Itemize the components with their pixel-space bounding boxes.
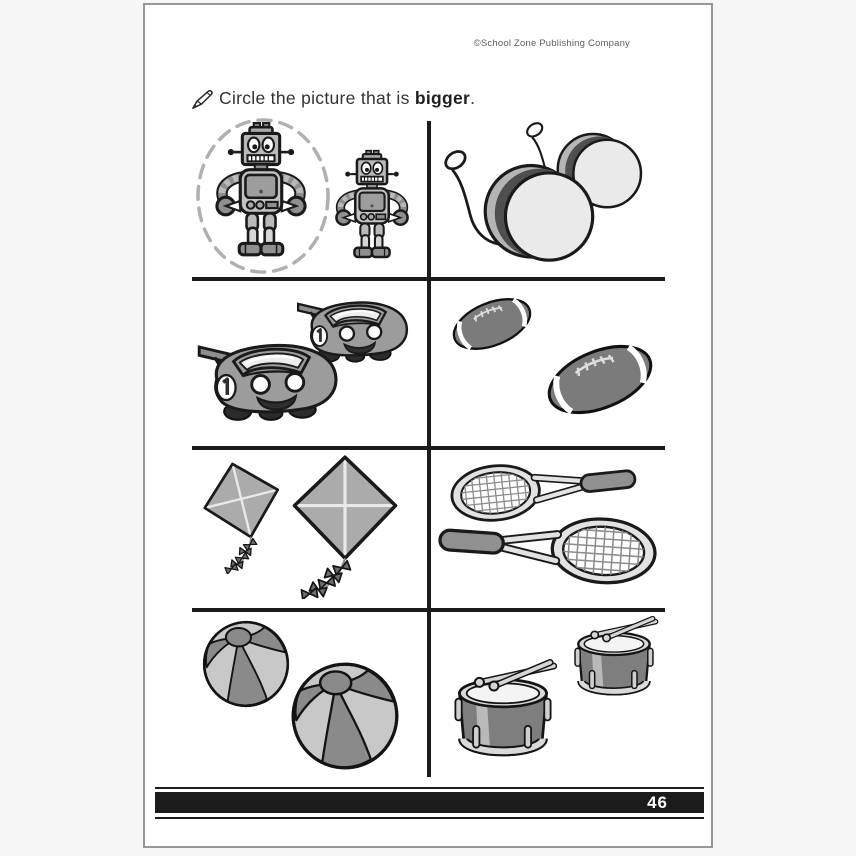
race-car-large-image[interactable] bbox=[194, 321, 350, 425]
football-small-image[interactable] bbox=[445, 289, 539, 359]
instruction-row bbox=[189, 85, 475, 112]
instruction-prefix: Circle the picture that is bbox=[219, 88, 415, 108]
football-large-image[interactable] bbox=[537, 333, 663, 426]
cell-yo-yo bbox=[431, 115, 665, 277]
footer-bar bbox=[155, 792, 704, 813]
kite-large-image[interactable] bbox=[290, 454, 400, 599]
pencil-icon bbox=[189, 87, 216, 112]
cell-football bbox=[431, 281, 665, 446]
cell-kite bbox=[192, 450, 424, 608]
robot-large-image[interactable] bbox=[209, 121, 313, 261]
cell-robot bbox=[192, 115, 424, 277]
robot-small-image[interactable] bbox=[330, 149, 414, 262]
drum-small-image[interactable] bbox=[565, 614, 663, 702]
copyright-text: ©School Zone Publishing Company bbox=[473, 38, 630, 49]
cell-beach-ball bbox=[192, 612, 424, 774]
cell-race-car bbox=[192, 281, 424, 446]
cell-tennis-racket bbox=[431, 450, 665, 608]
drum-large-image[interactable] bbox=[443, 657, 563, 764]
worksheet-page bbox=[143, 3, 713, 848]
worksheet-grid bbox=[192, 115, 665, 776]
yo-yo-large-image[interactable] bbox=[435, 141, 611, 274]
cell-drum bbox=[431, 612, 665, 774]
kite-small-image[interactable] bbox=[192, 452, 298, 577]
beach-ball-small-image[interactable] bbox=[200, 618, 292, 710]
instruction-emphasis: bigger bbox=[414, 88, 471, 108]
instruction-text bbox=[219, 88, 475, 109]
page-number: 46 bbox=[647, 793, 668, 812]
tennis-racket-large-image[interactable] bbox=[431, 504, 665, 590]
beach-ball-large-image[interactable] bbox=[288, 659, 402, 773]
footer-rule-bottom bbox=[155, 817, 704, 819]
instruction-suffix: . bbox=[470, 88, 476, 108]
footer-rule-top bbox=[155, 787, 704, 789]
